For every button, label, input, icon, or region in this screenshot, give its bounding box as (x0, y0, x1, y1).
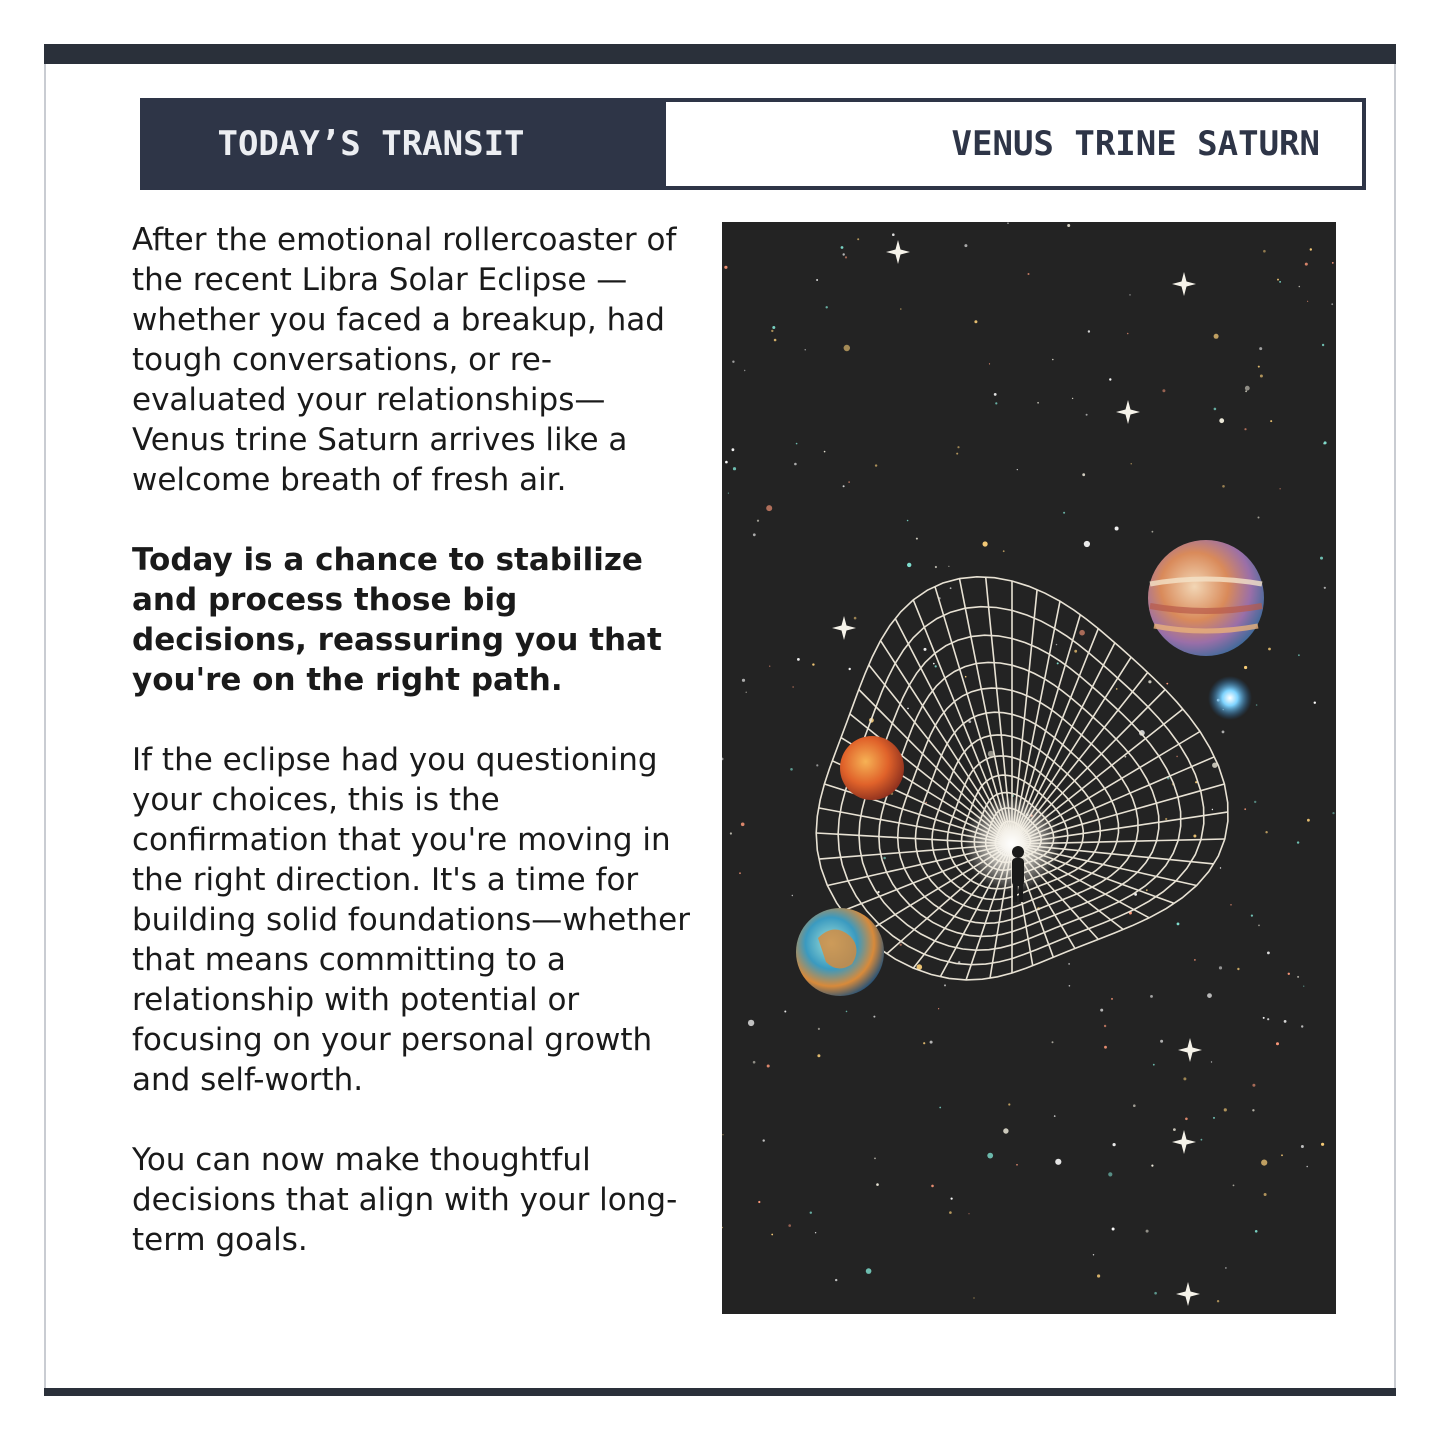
star (957, 446, 959, 448)
star (724, 266, 727, 269)
star (944, 984, 946, 986)
star (771, 1234, 773, 1236)
star (844, 345, 850, 351)
star (1074, 650, 1077, 653)
star (1252, 1084, 1255, 1087)
star (1280, 488, 1281, 489)
star (1003, 1128, 1008, 1133)
star (753, 533, 756, 536)
star (1112, 1228, 1115, 1231)
paragraph-intro: After the emotional rollercoaster of the recent Libra Solar Eclipse —whether you faced a breakup, had tough conversations, or re-evaluated your relationships— Venus trine Saturn arrives like a welcome breath of fresh air. (132, 222, 677, 498)
star (1212, 809, 1213, 810)
star (1298, 654, 1300, 656)
earth-planet (796, 908, 884, 996)
star (1037, 402, 1039, 404)
star (788, 1224, 791, 1227)
paragraph-detail: If the eclipse had you questioning your choices, this is the confirmation that you're moving in the right direction. It's a time for building solid foundations—whether that means committing to a relationship with potential or focusing on your personal growth and self-worth. (132, 742, 690, 1098)
star (725, 461, 728, 464)
star (1116, 688, 1118, 690)
star (746, 692, 747, 693)
star (857, 238, 859, 240)
star (1314, 702, 1316, 704)
star (1017, 469, 1018, 470)
star (730, 832, 732, 834)
star (818, 1028, 820, 1030)
star (1097, 1274, 1100, 1277)
star (763, 1139, 765, 1141)
star (1277, 279, 1279, 281)
transit-header (140, 98, 1366, 190)
star (1303, 986, 1304, 987)
star (797, 658, 800, 661)
star (1153, 1064, 1155, 1066)
star (805, 349, 806, 350)
star (1245, 390, 1247, 392)
star (900, 944, 902, 946)
star (1213, 1117, 1215, 1119)
star (1279, 281, 1281, 283)
star (1100, 1009, 1103, 1012)
star (1211, 1061, 1212, 1062)
star (874, 1158, 876, 1160)
star (1057, 662, 1059, 664)
transit-description (132, 220, 692, 1300)
star (728, 493, 729, 494)
star (924, 648, 927, 651)
star (1165, 818, 1167, 820)
star (1154, 1292, 1157, 1295)
star (1220, 867, 1221, 868)
star (938, 1008, 939, 1009)
star (1151, 1165, 1153, 1167)
star (1297, 976, 1299, 978)
star (1193, 835, 1196, 838)
star (1054, 1115, 1056, 1117)
star (1183, 1077, 1186, 1080)
star (845, 256, 847, 258)
star (1258, 517, 1260, 519)
star (1131, 463, 1132, 464)
star (1214, 334, 1219, 339)
star (1084, 541, 1090, 547)
star (733, 467, 736, 470)
star (772, 326, 775, 329)
star (1276, 1042, 1279, 1045)
cosmic-illustration (722, 222, 1336, 1314)
star (907, 708, 909, 710)
star (1160, 1040, 1163, 1043)
star (815, 1232, 816, 1233)
star (1324, 587, 1326, 589)
star (1067, 224, 1070, 227)
star (1082, 473, 1085, 476)
star (1261, 1160, 1267, 1166)
star (948, 566, 949, 567)
star (1177, 923, 1180, 926)
paragraph-highlight: Today is a chance to stabilize and process those big decisions, reassuring you that you're on the right path. (132, 542, 662, 698)
star (1173, 1128, 1176, 1131)
blue-star-glow (1208, 676, 1252, 720)
star (771, 330, 773, 332)
star (950, 587, 952, 589)
star (835, 1279, 837, 1281)
star (1233, 1185, 1235, 1187)
star (816, 764, 818, 766)
star (843, 253, 845, 255)
star (1222, 731, 1225, 734)
star (994, 393, 997, 396)
star (1307, 301, 1308, 302)
star (1237, 968, 1239, 970)
star (1166, 683, 1168, 685)
star (974, 320, 977, 323)
star (1194, 959, 1196, 961)
star (739, 872, 741, 874)
star (1258, 925, 1260, 927)
star (1267, 952, 1270, 955)
star (1152, 531, 1154, 533)
star (784, 1011, 786, 1013)
star (935, 566, 937, 568)
star (1055, 1159, 1061, 1165)
star (1207, 993, 1212, 998)
star (1052, 1041, 1054, 1043)
star (916, 538, 918, 540)
star (722, 1134, 723, 1135)
star (1322, 344, 1324, 346)
star (935, 665, 937, 667)
star (1305, 263, 1308, 266)
space-wormhole-image (722, 222, 1336, 1314)
mars-planet (840, 736, 904, 800)
star (1260, 375, 1263, 378)
star (1268, 648, 1271, 651)
star (931, 1185, 934, 1188)
star (1281, 1154, 1283, 1156)
top-border-bar (44, 44, 1396, 64)
star (1111, 998, 1113, 1000)
star (1069, 985, 1071, 987)
star (876, 1183, 879, 1186)
star (930, 1041, 933, 1044)
star (1245, 386, 1250, 391)
star (987, 1153, 993, 1159)
star (883, 857, 886, 860)
star (1146, 1230, 1149, 1233)
star (1068, 963, 1070, 965)
star (1176, 756, 1178, 758)
star (866, 1268, 872, 1274)
star (826, 306, 828, 308)
star (1052, 359, 1054, 361)
star (875, 464, 877, 466)
star (1263, 1017, 1265, 1019)
star (965, 676, 967, 678)
star (1219, 966, 1222, 969)
star (1299, 286, 1301, 288)
star (1214, 408, 1217, 411)
star (817, 1054, 820, 1057)
transit-name: VENUS TRINE SATURN (662, 98, 1366, 190)
star (1104, 1025, 1106, 1027)
star (741, 823, 745, 827)
star (1104, 1046, 1107, 1049)
star (1244, 808, 1246, 810)
star (949, 1211, 952, 1214)
star (1324, 441, 1327, 444)
star (1201, 1139, 1203, 1141)
star (767, 1065, 770, 1068)
star (968, 1213, 969, 1214)
star (1306, 1166, 1308, 1168)
star (1263, 250, 1266, 253)
star (1307, 819, 1310, 822)
star (1125, 756, 1127, 758)
star (1267, 1018, 1269, 1020)
star (1063, 512, 1065, 514)
star (758, 1201, 760, 1203)
star (1225, 1267, 1226, 1268)
star (1321, 1143, 1324, 1146)
star (1301, 1025, 1303, 1027)
star (1284, 1020, 1287, 1023)
star (989, 363, 990, 364)
star (1072, 398, 1073, 399)
star (1256, 704, 1258, 706)
star (1244, 666, 1247, 669)
star (1264, 1193, 1267, 1196)
star (769, 666, 770, 667)
star (1028, 273, 1030, 275)
star (792, 895, 793, 896)
star (790, 768, 793, 771)
star (1310, 248, 1312, 250)
star (923, 1042, 925, 1044)
star (1244, 428, 1246, 430)
star (892, 233, 895, 236)
star (1007, 223, 1008, 224)
star (732, 448, 735, 451)
star (810, 1212, 812, 1214)
star (1129, 294, 1130, 295)
star (1217, 1300, 1219, 1302)
star (1332, 812, 1334, 814)
star (748, 1020, 754, 1026)
star (1219, 418, 1224, 423)
star (1224, 1108, 1227, 1111)
jupiter-planet (1148, 540, 1264, 656)
star (1115, 527, 1119, 531)
star (1093, 1254, 1094, 1255)
star (1079, 630, 1085, 636)
star (854, 617, 857, 620)
star (1332, 262, 1334, 264)
star (744, 370, 745, 371)
star (1252, 1109, 1254, 1111)
star (995, 402, 997, 404)
star (1108, 1172, 1112, 1176)
star (907, 520, 909, 522)
star (956, 453, 958, 455)
star (774, 339, 777, 342)
star (824, 451, 826, 453)
star (1127, 333, 1129, 335)
star (1008, 1103, 1010, 1105)
star (812, 663, 814, 665)
star (907, 563, 911, 567)
star (846, 1011, 848, 1013)
star (1162, 389, 1165, 392)
star (732, 361, 734, 363)
star (1301, 1145, 1304, 1148)
transit-card (44, 44, 1396, 1396)
star (816, 279, 818, 281)
star (873, 1016, 875, 1018)
star (933, 663, 935, 665)
star (1222, 485, 1225, 488)
star (1150, 995, 1153, 998)
star (1133, 1104, 1136, 1107)
star (1109, 378, 1111, 380)
star (1086, 414, 1088, 416)
star (849, 668, 851, 670)
star (1251, 915, 1253, 917)
star (766, 505, 772, 511)
star (793, 686, 794, 687)
star (1255, 1230, 1258, 1233)
star (742, 679, 745, 682)
star (757, 520, 759, 522)
star (973, 1297, 974, 1298)
star (1088, 330, 1090, 332)
bottom-border-bar (44, 1388, 1396, 1396)
star (983, 541, 988, 546)
star (1320, 557, 1323, 560)
star (794, 463, 797, 466)
todays-transit-label: TODAY’S TRANSIT (140, 98, 662, 190)
star (1258, 366, 1260, 368)
star (1331, 303, 1333, 305)
star (1230, 904, 1232, 906)
star (964, 244, 967, 247)
star (1259, 347, 1262, 350)
star (841, 246, 844, 249)
space-background (722, 222, 1336, 1314)
star (1254, 801, 1256, 803)
star (1270, 420, 1272, 422)
paragraph-closing: You can now make thoughtful decisions that align with your long-term goals. (132, 1142, 678, 1258)
star (951, 1198, 953, 1200)
star (900, 308, 902, 310)
star (1185, 1118, 1188, 1121)
star (753, 1061, 756, 1064)
star (1265, 831, 1267, 833)
star (1146, 889, 1148, 891)
star (1297, 841, 1299, 843)
star (848, 481, 849, 482)
star (843, 485, 845, 487)
star (939, 1107, 941, 1109)
star (1056, 644, 1057, 645)
star (1016, 1164, 1018, 1166)
star (1288, 973, 1290, 975)
star (1148, 680, 1151, 683)
star (1003, 550, 1005, 552)
star (1113, 1143, 1116, 1146)
star (796, 443, 798, 445)
